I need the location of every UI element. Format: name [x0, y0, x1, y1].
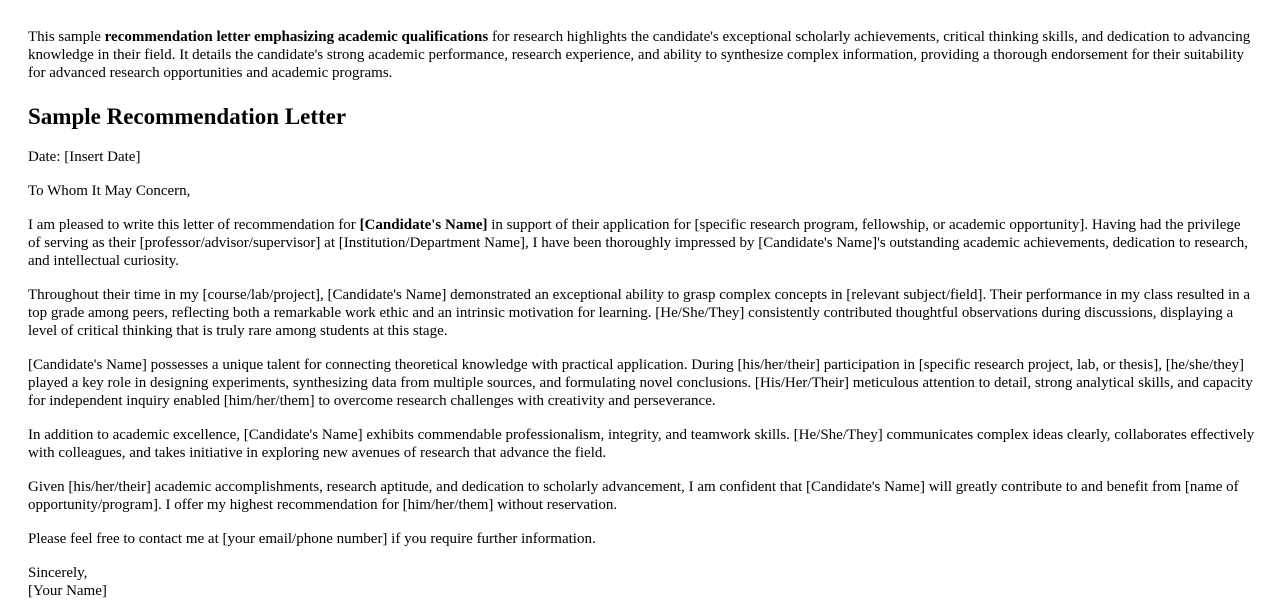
letter-date: Date: [Insert Date] — [28, 149, 141, 165]
intro-bold-phrase: recommendation letter emphasizing academic qualifications — [104, 29, 489, 45]
letter-salutation: To Whom It May Concern, — [28, 183, 191, 199]
intro-suffix: for research highlights the candidate's exceptional scholarly achievements, critical thinking skills, and dedication to advancing knowledge in their field. It details the candidate's strong academic performance, research experience, and ability to synthesize complex information, providing a thorough endorsement for their suitability for advanced research opportunities and academic programs. — [28, 29, 1251, 81]
letter-paragraph-3: [Candidate's Name] possesses a unique talent for connecting theoretical knowledge with practical application. During [his/her/their] participation in [specific research project, lab, or thesis], [he/she/they] played a key role in designing experiments, synthesizing data from multiple sources, and formulating novel conclusions. [His/Her/Their] meticulous attention to detail, strong analytical skills, and capacity for independent inquiry enabled [him/her/them] to overcome research challenges with creativity and perseverance. — [28, 357, 1253, 409]
intro-prefix: This sample — [28, 29, 105, 45]
letter-signature: [Your Name] — [28, 583, 107, 599]
letter-closing: Sincerely, — [28, 565, 88, 581]
letter-paragraph-2: Throughout their time in my [course/lab/project], [Candidate's Name] demonstrated an exceptional ability to grasp complex concepts in [relevant subject/field]. Their performance in my class resulted in a top grade among peers, reflecting both a remarkable work ethic and an intrinsic motivation for learning. [He/She/They] consistently contributed thoughtful observations during discussions, displaying a level of critical thinking that is truly rare among students at this stage. — [28, 287, 1251, 339]
letter-paragraph-4: In addition to academic excellence, [Candidate's Name] exhibits commendable professionalism, integrity, and teamwork skills. [He/She/They] communicates complex ideas clearly, collaborates effectively with colleagues, and takes initiative in exploring new avenues of research that advance the field. — [28, 427, 1255, 461]
candidate-name-bold: [Candidate's Name] — [359, 217, 488, 233]
p1-prefix: I am pleased to write this letter of recommendation for — [28, 217, 360, 233]
page-heading: Sample Recommendation Letter — [28, 104, 347, 129]
p1-suffix: in support of their application for [specific research program, fellowship, or academic opportunity]. Having had the privilege of serving as their [professor/advisor/supervisor] at [Institution/Department Name], I have been thoroughly impressed by [Candidate's Name]'s outstanding academic achievements, dedication to research, and intellectual curiosity. — [28, 217, 1249, 269]
letter-signoff — [28, 564, 1256, 600]
intro-paragraph — [28, 28, 1256, 82]
letter-paragraph-5: Given [his/her/their] academic accomplishments, research aptitude, and dedication to scholarly advancement, I am confident that [Candidate's Name] will greatly contribute to and benefit from [name of opportunity/program]. I offer my highest recommendation for [him/her/them] without reservation. — [28, 479, 1239, 513]
letter-paragraph-6: Please feel free to contact me at [your email/phone number] if you require further information. — [28, 531, 596, 547]
letter-paragraph-1 — [28, 216, 1256, 270]
